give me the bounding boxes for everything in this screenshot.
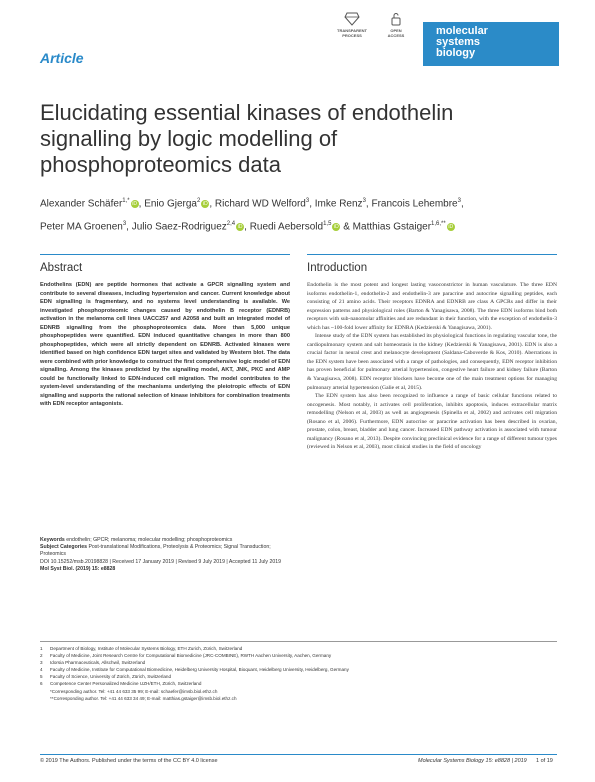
footnote-item [40,680,560,687]
citation-line: Mol Syst Biol. (2019) 15: e8828 [40,565,116,572]
journal-logo-line1: molecular [436,25,488,37]
open-lock-icon [390,12,402,26]
author-separator: , [138,198,145,210]
author-affiliation-marker: 1,5 [323,221,332,228]
footnote-text: *Corresponding author. Tel: +41 44 633 35 99; E-mail: schaefer@imsb.biol.ethz.ch [50,688,218,694]
orcid-icon[interactable]: iD [202,200,208,207]
author-name[interactable]: Richard WD Welford [214,198,306,210]
badge-label-line1: OPEN [390,28,402,33]
intro-paragraph: Endothelin is the most potent and longest lasting vasoconstrictor in human vasculature. The three EDN isoforms endothelin-1, endothelin-2 and endothelin-3 are paracrine and autocrine signalling peptides, each consisting of 21 amino acids. Their receptors EDNRA and EDNRB are class A GPCRs and differ in their expression patterns and physiological roles (Barton & Yanagisawa, 2008). The three EDN isoforms bind both receptors with sub-nanomolar affinities and are redundant in their function, with the exception of endothelin-3 which has ~100-fold lower affinity for EDNRA (Kedzierski & Yanagisawa, 2001). [307,282,557,331]
footnote-item [40,645,560,652]
orcid-icon[interactable]: iD [237,224,243,231]
author-affiliation-marker: 1,* [122,198,130,204]
footnote-text: Faculty of Science, University of Zürich, Zürich, Switzerland [50,674,172,680]
author-separator: , [365,198,372,210]
author-name[interactable]: Peter MA Groenen [40,221,123,233]
article-title: Elucidating essential kinases of endothelin signalling by logic modelling of phosphoproteomics data [40,100,454,177]
subject-label: Subject Categories [40,544,87,551]
orcid-icon[interactable]: iD [448,224,454,231]
footnote-number: 4 [40,667,43,673]
footnote-text: Faculty of Medicine, Joint Research Centre for Computational Biomedicine (JRC-COMBINE), RWTH Aachen University, Aachen, Germany [50,653,332,659]
author-name[interactable]: Imke Renz [314,198,363,210]
intro-paragraph: The EDN system has also been recognized to influence a range of basic cellular functions related to oncogenesis. Most notably, it activates cell proliferation, inhibits apoptosis, induces extracellular matrix remodelling (Nelson et al, 2003) as well as angiogenesis (Spinella et al, 2002) and activates cell migration (Rosano et al, 2006). Furthermore, EDN autocrine or paracrine activation has been described in ovarian, prostate, colon, breast, bladder and lung cancer. Increased EDN pathway activation is associated with tumour malignancy (Rosano et al, 2013). Despite convincing preclinical evidence for a range of different tumour types (reviewed in Nelson et al, 2003), most clinical studies in the field of oncology [307,393,557,451]
badge-label-line2: PROCESS [342,33,362,38]
footnote-text: Competence Center Personalized Medicine UZH/ETH, Zürich, Switzerland [50,681,202,687]
badge-label-line2: ACCESS [387,33,405,38]
introduction-heading: Introduction [307,262,368,274]
introduction-divider [307,254,557,255]
author-separator: , [244,221,250,233]
author-separator: , [460,198,464,210]
author-separator: , [309,198,315,210]
footnote-number: 1 [40,646,43,651]
article-type-label: Article [40,50,84,66]
footnote-number: 3 [40,660,43,666]
abstract-divider [40,254,290,255]
introduction-body [307,281,557,452]
footnote-number: 5 [40,674,43,680]
subject-line [40,544,290,558]
affiliation-footnotes [40,645,560,702]
journal-logo[interactable] [423,22,559,66]
abstract-body: Endothelins (EDN) are peptide hormones that activate a GPCR signalling system and contribute to several diseases, including hypertension and cancer. Current knowledge about EDN signalling is fragmentary, and no systems level understanding is available. We investigated phosphoproteomic changes caused by endothelin B receptor (EDNRB) activation in the melanoma cell lines UACC257 and A2058 and built an integrated model of EDNRB signalling from the phosphoproteomics data. More than 5,000 unique phosphopeptides were quantified. EDN induced quantitative changes in more than 800 phosphopeptides, which were all strictly dependent on EDNRB. Activated kinases were identified based on high confidence EDN target sites and validated by Western blot. The data were combined with prior knowledge to construct the first comprehensive logic model of EDN signalling. Among the kinases predicted by the signalling model, AKT, JNK, PKC and AMP could be functionally linked to EDN-induced cell migration. The model contributes to the system-level understanding of the mechanisms underlying the pleiotropic effects of EDN signalling and supports the rational selection of kinase inhibitors for combination treatments with EDN receptor antagonists. [40,282,290,407]
author-name[interactable]: Enio Gjerga [144,198,197,210]
author-list [40,191,560,238]
footnote-item [40,659,560,666]
badge-label-line1: TRANSPARENT [337,28,367,33]
footer-divider [40,754,557,755]
orcid-icon[interactable]: iD [334,224,339,231]
subject-text: Post-translational Modifications, Proteolysis & Proteomics; Signal Transduction; Proteomics [40,544,271,558]
author-name[interactable]: Julio Saez-Rodriguez [131,221,227,233]
author-name[interactable]: Ruedi Aebersold [249,221,324,233]
corresponding-author-1[interactable] [40,688,560,695]
footnote-item [40,652,560,659]
author-separator: , [209,198,215,210]
footnote-item [40,673,560,680]
author-affiliation-marker: 3 [305,198,310,204]
footnote-number: 2 [40,653,43,659]
open-access-badge[interactable] [372,12,420,38]
author-affiliation-marker: 3 [122,221,127,228]
author-line-1 [40,191,560,214]
author-name[interactable]: Francois Lehembre [371,198,458,210]
author-name[interactable]: Matthias Gstaiger [352,221,432,233]
author-separator: & [340,221,353,233]
journal-logo-line2: systems [436,36,481,48]
author-affiliation-marker: 2 [197,198,201,204]
journal-issue: Molecular Systems Biology 15: e8828 | 2019 [418,758,527,764]
author-affiliation-marker: 3 [457,198,461,204]
keywords-line [40,537,290,544]
footnote-text: **Corresponding author. Tel: +41 44 633 34 49; E-mail: matthias.gstaiger@imsb.biol.ethz.ch [50,695,237,701]
footnote-item [40,666,560,673]
doi-line[interactable]: DOI 10.15252/msb.20198828 | Received 17 January 2019 | Revised 9 July 2019 | Accepted 11 July 2019 [40,558,281,565]
author-line-2 [40,214,560,237]
license-text[interactable]: © 2019 The Authors. Published under the terms of the CC BY 4.0 license [40,758,218,764]
orcid-icon[interactable]: iD [132,200,137,207]
author-separator: , [126,221,132,233]
footnote-number: 6 [40,681,43,687]
footnote-text: Faculty of Medicine, Institute for Computational Biomedicine, Heidelberg University Hospital, Bioquant, Heidelberg University, Heidelberg, Germany [50,667,349,673]
footnote-text: Department of Biology, Institute of Molecular Systems Biology, ETH Zurich, Zürich, Switzerland [50,646,243,651]
diamond-icon [344,12,360,26]
keywords-text: endothelin; GPCR; melanoma; molecular modelling; phosphoproteomics [66,537,233,543]
journal-logo-line3: biology [436,47,476,59]
footnote-divider [40,641,557,642]
keywords-block [40,537,290,573]
author-name[interactable]: Alexander Schäfer [40,198,123,210]
author-affiliation-marker: 3 [362,198,366,204]
intro-paragraph: Intense study of the EDN system has established its physiological functions in regulating vascular tone, the cardiopulmonary system and salt homeostasis in the kidney (Kedzierski & Yanagisawa, 2001). EDN is also a crucial factor in neural crest and melanocyte development (Saldana-Caboverde & Kos, 2010). Aberrations in the EDN system have been associated with a range of pathologies, and consequently, EDN receptor inhibition has proven beneficial for pulmonary arterial hypertension, congestive heart failure and kidney failure (Barton & Yanagisawa, 2008). EDN receptor blockers have become one of the main treatment options for managing pulmonary arterial hypertension (Galie et al, 2015). [307,333,557,391]
author-affiliation-marker: 2,4 [226,221,236,228]
author-affiliation-marker: 1,6,** [431,221,446,228]
transparent-process-badge[interactable] [328,12,376,38]
abstract-heading: Abstract [40,262,83,274]
keywords-label: Keywords [40,537,65,543]
page-number: 1 of 19 [536,758,553,764]
footnote-text: Idorsia Pharmaceuticals, Allschwil, Switzerland [50,660,146,666]
corresponding-author-2[interactable] [40,695,560,702]
